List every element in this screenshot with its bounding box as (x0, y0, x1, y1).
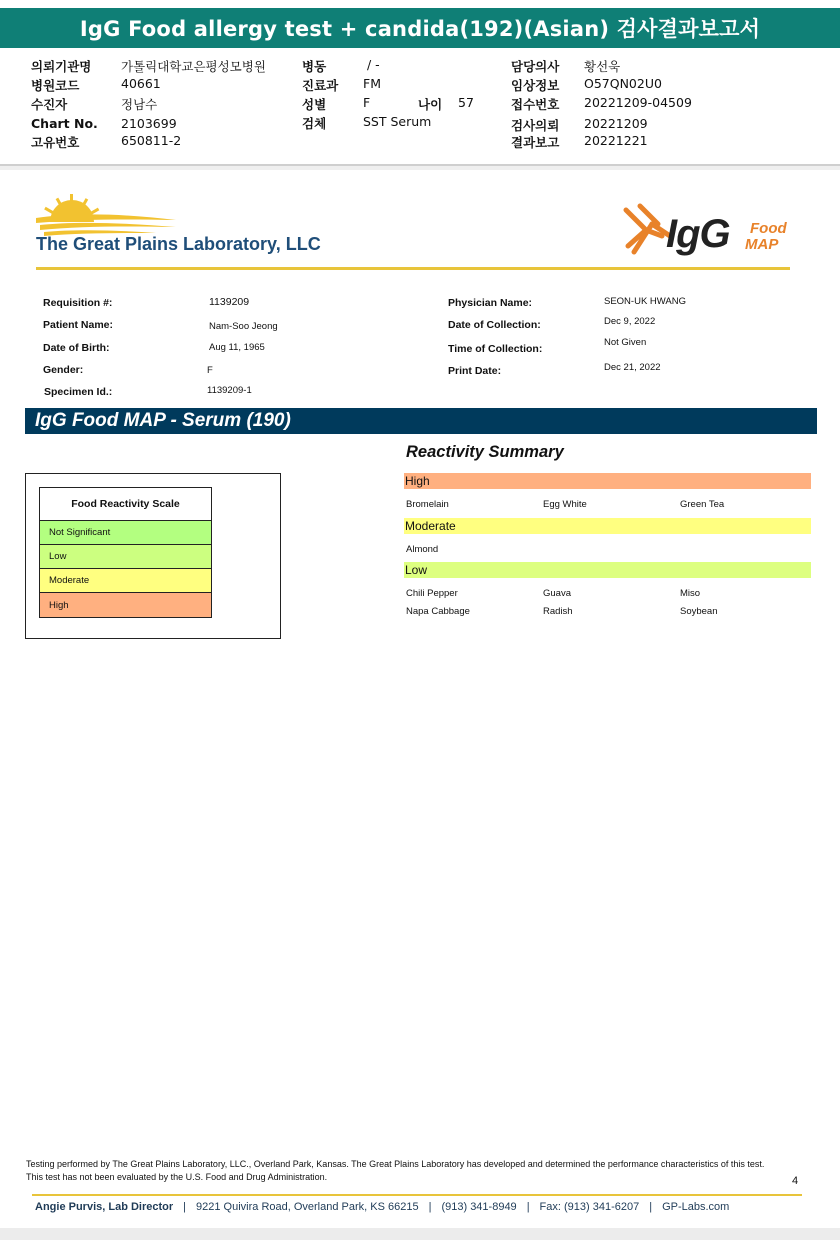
food-item: Guava (543, 588, 571, 599)
hospital-code-label: 병원코드 (31, 78, 80, 93)
report-title: IgG Food allergy test + candida(192)(Asian) 검사결과보고서 (0, 8, 840, 48)
band-moderate: Moderate (404, 518, 811, 534)
collection-time-label: Time of Collection: (448, 343, 543, 355)
food-item: Soybean (680, 606, 718, 617)
requisition-value: 1139209 (209, 296, 250, 308)
patient-label: 수진자 (31, 97, 68, 112)
scale-row-moderate: Moderate (40, 569, 211, 593)
footer-separator: | (649, 1201, 653, 1213)
logo-food-text: Food (750, 220, 787, 237)
logo-map-text: MAP (745, 236, 779, 253)
department-label: 진료과 (302, 78, 339, 93)
requisition-label: Requisition #: (43, 297, 113, 309)
food-item: Green Tea (680, 499, 725, 510)
chart-no-value: 2103699 (121, 116, 177, 131)
receipt-value: 20221209-04509 (584, 95, 692, 110)
food-item: Chili Pepper (406, 588, 458, 599)
specimen-id-label: Specimen Id.: (44, 386, 113, 398)
specimen-label: 검체 (302, 116, 327, 131)
doctor-value: 황선욱 (584, 59, 621, 74)
page-bottom-edge (0, 1228, 840, 1240)
specimen-id-value: 1139209-1 (207, 385, 252, 396)
reactivity-scale-title: Food Reactivity Scale (40, 488, 211, 521)
gender-value: F (207, 365, 213, 376)
lab-director: Angie Purvis, Lab Director (35, 1201, 174, 1213)
print-date-label: Print Date: (448, 365, 502, 377)
footer-contact (35, 1201, 805, 1213)
unique-no-value: 650811-2 (121, 133, 182, 148)
scale-row-not-significant: Not Significant (40, 521, 211, 545)
lab-address: 9221 Quivira Road, Overland Park, KS 66215 (196, 1201, 419, 1213)
print-date-value: Dec 21, 2022 (604, 362, 661, 373)
result-value: 20221221 (584, 133, 648, 148)
band-low: Low (404, 562, 811, 578)
footer-separator: | (526, 1201, 530, 1213)
dob-label: Date of Birth: (43, 342, 110, 354)
gender-label: Gender: (43, 364, 84, 376)
collection-date-value: Dec 9, 2022 (604, 316, 656, 327)
scale-row-high: High (40, 593, 211, 617)
sun-logo-icon (36, 192, 181, 238)
clinical-value: O57QN02U0 (584, 76, 662, 91)
food-item: Bromelain (406, 499, 449, 510)
result-label: 결과보고 (511, 135, 560, 150)
collection-time-value: Not Given (604, 337, 647, 348)
reactivity-scale-table (39, 487, 212, 618)
request-label: 검사의뢰 (511, 118, 560, 133)
institution-label: 의뢰기관명 (31, 59, 92, 74)
disclaimer-text: Testing performed by The Great Plains Laboratory, LLC., Overland Park, Kansas. The Great Plains Laboratory has developed and determined the performance characteristics of this test. This test has not been evaluated by the U.S. Food and Drug Administration. (26, 1159, 765, 1182)
lab-website[interactable]: GP-Labs.com (662, 1201, 730, 1213)
footer-divider (32, 1194, 802, 1196)
lab-fax: Fax: (913) 341-6207 (539, 1201, 640, 1213)
institution-value: 가톨릭대학교은평성모병원 (121, 59, 266, 74)
food-item: Almond (406, 544, 439, 555)
header-divider-shadow (0, 166, 840, 170)
specimen-value: SST Serum (363, 114, 432, 129)
sex-value: F (363, 95, 371, 110)
chart-no-label: Chart No. (31, 116, 98, 131)
lab-name: The Great Plains Laboratory, LLC (36, 234, 321, 254)
receipt-label: 접수번호 (511, 97, 560, 112)
food-item: Radish (543, 606, 573, 617)
footer-separator: | (183, 1201, 187, 1213)
patient-value: 정남수 (121, 97, 158, 112)
food-item: Egg White (543, 499, 587, 510)
collection-date-label: Date of Collection: (448, 319, 541, 331)
doctor-label: 담당의사 (511, 59, 560, 74)
ward-value: / - (367, 57, 380, 72)
footer-separator: | (428, 1201, 432, 1213)
age-label: 나이 (418, 97, 443, 112)
band-high: High (404, 473, 811, 489)
logo-igg-text: IgG (666, 212, 730, 256)
clinical-label: 임상정보 (511, 78, 560, 93)
physician-label: Physician Name: (448, 297, 533, 309)
lab-phone: (913) 341-8949 (441, 1201, 517, 1213)
food-item: Napa Cabbage (406, 606, 470, 617)
scale-row-low: Low (40, 545, 211, 569)
unique-no-label: 고유번호 (31, 135, 80, 150)
food-item: Miso (680, 588, 701, 599)
ward-label: 병동 (302, 59, 327, 74)
logo-divider (36, 267, 790, 270)
patient-name-value: Nam-Soo Jeong (209, 321, 278, 332)
request-value: 20221209 (584, 116, 648, 131)
hospital-code-value: 40661 (121, 76, 161, 91)
dob-value: Aug 11, 1965 (209, 342, 265, 353)
patient-name-label: Patient Name: (43, 319, 114, 331)
reactivity-summary-title: Reactivity Summary (406, 443, 564, 461)
sex-label: 성별 (302, 97, 327, 112)
section-title: IgG Food MAP - Serum (190) (25, 408, 817, 434)
department-value: FM (363, 76, 381, 91)
physician-value: SEON-UK HWANG (604, 296, 686, 307)
page-number: 4 (792, 1175, 799, 1187)
age-value: 57 (458, 95, 474, 110)
